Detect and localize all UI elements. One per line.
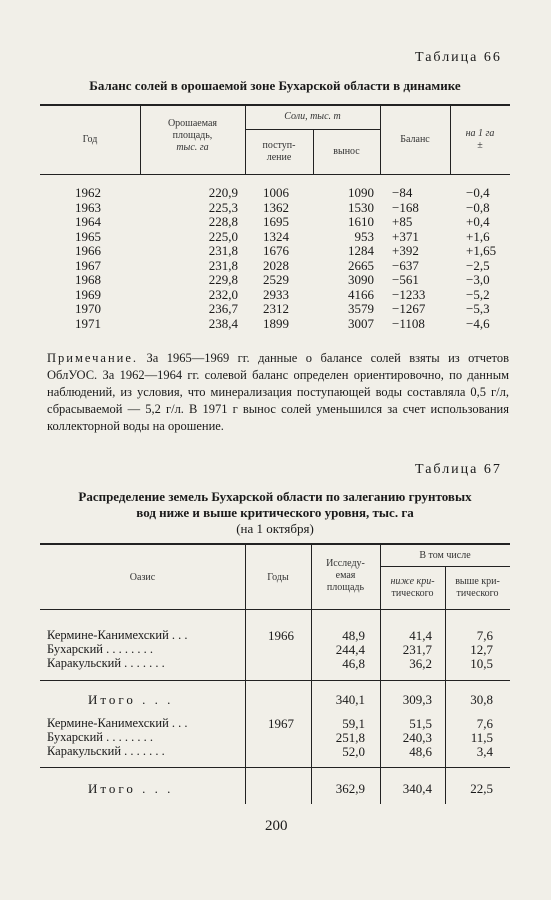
group-1966-year: 1966	[268, 628, 294, 643]
cell-balance: −561	[392, 272, 419, 287]
cell-removal: 953	[354, 228, 374, 244]
cell-above: 12,7	[470, 642, 493, 657]
total-above: 22,5	[470, 781, 493, 796]
table-67-label: Таблица 67	[415, 462, 502, 477]
cell-above: 7,6	[476, 628, 493, 643]
cell-income: 1695	[263, 214, 289, 229]
cell-oasis: Бухарский . . . . . . . .	[47, 642, 153, 656]
cell-balance: +85	[392, 214, 413, 229]
cell-year: 1970	[75, 301, 101, 316]
cell-area: 232,0	[208, 286, 238, 302]
cell-oasis: Кермине-Канимехский . . .	[47, 628, 188, 642]
cell-income: 2933	[263, 286, 289, 302]
cell-area: 238,4	[208, 315, 238, 331]
cell-area: 231,8	[208, 243, 238, 258]
cell-per-ha: −3,0	[466, 272, 490, 287]
cell-studied: 244,4	[335, 642, 365, 657]
header-income: поступ- ление	[262, 140, 296, 163]
table-67-title: Распределение земель Бухарской области по залеганию грунтовых вод ниже и выше критического уровня, тыс. га (на 1 октября)	[78, 489, 472, 536]
cell-studied: 46,8	[342, 656, 365, 671]
header-per-ha: на 1 га ±	[465, 128, 495, 151]
cell-income: 1676	[263, 243, 289, 258]
total-above: 30,8	[470, 692, 493, 707]
cell-per-ha: +1,65	[466, 243, 497, 258]
cell-income: 1899	[263, 315, 289, 331]
cell-oasis: Бухарский . . . . . . . .	[47, 730, 153, 744]
header-removal: вынос	[333, 146, 360, 157]
cell-above: 3,4	[476, 744, 493, 759]
note-label: Примечание.	[47, 351, 139, 365]
cell-above: 7,6	[476, 716, 493, 731]
cell-below: 48,6	[409, 744, 432, 759]
header-area: Орошаемая площадь, тыс. га	[167, 118, 218, 153]
cell-year: 1967	[75, 257, 101, 273]
cell-income: 1362	[263, 199, 289, 215]
cell-area: 225,3	[208, 199, 238, 215]
cell-removal: 3579	[348, 301, 374, 316]
cell-year: 1969	[75, 286, 101, 302]
cell-removal: 1530	[348, 199, 374, 215]
note-text: За 1965—1969 гг. данные о балансе солей взяты из отчетов ОблУОС. За 1962—1964 гг. солевой баланс определен ориентировочно, по данным наблюдений, из условия, что минерализация поступающей воды составляла 0,5 г/л, сбрасываемой — 5,2 г/л. В 1971 г вынос солей уменьшился за счет использования коллекторной воды на орошение.	[47, 351, 509, 433]
header-below-critical: ниже кри- тического	[390, 576, 435, 599]
total-below: 309,3	[402, 692, 432, 707]
cell-studied: 251,8	[335, 730, 365, 745]
cell-area: 231,8	[208, 257, 238, 273]
table-66-label: Таблица 66	[415, 50, 502, 65]
header-salts: Соли, тыс. т	[284, 111, 341, 122]
cell-area: 220,9	[208, 185, 238, 200]
group-1967-year: 1967	[268, 716, 294, 731]
cell-balance: −637	[392, 257, 419, 273]
cell-income: 2028	[263, 257, 289, 273]
cell-income: 1324	[263, 228, 289, 244]
cell-balance: +371	[392, 228, 419, 244]
cell-balance: −168	[392, 199, 419, 215]
cell-oasis: Кермине-Канимехский . . .	[47, 716, 188, 730]
cell-removal: 1090	[348, 185, 374, 200]
cell-per-ha: −2,5	[466, 257, 490, 273]
header-studied-area: Исследу- емая площадь	[326, 558, 365, 593]
cell-below: 36,2	[409, 656, 432, 671]
cell-balance: +392	[392, 243, 419, 258]
cell-area: 236,7	[208, 301, 238, 316]
cell-income: 1006	[263, 185, 289, 200]
cell-year: 1971	[75, 315, 101, 331]
cell-year: 1963	[75, 199, 101, 215]
cell-per-ha: −4,6	[466, 315, 490, 331]
cell-per-ha: −5,2	[466, 286, 490, 302]
cell-removal: 2665	[348, 257, 374, 273]
total-studied: 340,1	[335, 692, 365, 707]
cell-year: 1968	[75, 272, 101, 287]
header-above-critical: выше кри- тического	[455, 576, 500, 599]
cell-oasis: Каракульский . . . . . . .	[47, 656, 165, 670]
header-year: Год	[82, 134, 98, 145]
cell-removal: 4166	[348, 286, 374, 302]
cell-balance: −1267	[392, 301, 426, 316]
cell-area: 225,0	[208, 228, 238, 244]
cell-balance: −1233	[392, 286, 426, 302]
cell-studied: 59,1	[342, 716, 365, 731]
cell-per-ha: −5,3	[466, 301, 490, 316]
header-oasis: Оазис	[129, 572, 156, 583]
cell-below: 41,4	[409, 628, 432, 643]
cell-year: 1966	[75, 243, 101, 258]
cell-below: 240,3	[402, 730, 432, 745]
cell-balance: −84	[392, 185, 413, 200]
cell-income: 2529	[263, 272, 289, 287]
cell-above: 11,5	[470, 730, 493, 745]
cell-year: 1962	[75, 185, 101, 200]
header-balance: Баланс	[400, 134, 430, 145]
cell-removal: 1610	[348, 214, 374, 229]
cell-year: 1964	[75, 214, 101, 229]
cell-removal: 1284	[348, 243, 374, 258]
cell-removal: 3007	[348, 315, 374, 331]
page-number: 200	[265, 818, 288, 834]
header-including: В том числе	[419, 550, 471, 561]
cell-below: 51,5	[409, 716, 432, 731]
cell-studied: 48,9	[342, 628, 365, 643]
cell-year: 1965	[75, 228, 101, 244]
table-66-title: Баланс солей в орошаемой зоне Бухарской области в динамике	[89, 78, 461, 93]
cell-per-ha: +0,4	[466, 214, 490, 229]
cell-studied: 52,0	[342, 744, 365, 759]
cell-per-ha: −0,4	[466, 185, 490, 200]
cell-below: 231,7	[402, 642, 432, 657]
cell-above: 10,5	[470, 656, 493, 671]
header-years: Годы	[267, 572, 289, 583]
cell-area: 228,8	[208, 214, 238, 229]
cell-oasis: Каракульский . . . . . . .	[47, 744, 165, 758]
table-66-note	[47, 350, 509, 435]
cell-removal: 3090	[348, 272, 374, 287]
cell-per-ha: −0,8	[466, 199, 490, 215]
cell-per-ha: +1,6	[466, 228, 490, 244]
total-label: Итого . . .	[88, 692, 174, 707]
cell-balance: −1108	[392, 315, 425, 331]
total-label: Итого . . .	[88, 781, 174, 796]
total-studied: 362,9	[335, 781, 365, 796]
total-below: 340,4	[402, 781, 432, 796]
cell-income: 2312	[263, 301, 289, 316]
cell-area: 229,8	[208, 272, 238, 287]
